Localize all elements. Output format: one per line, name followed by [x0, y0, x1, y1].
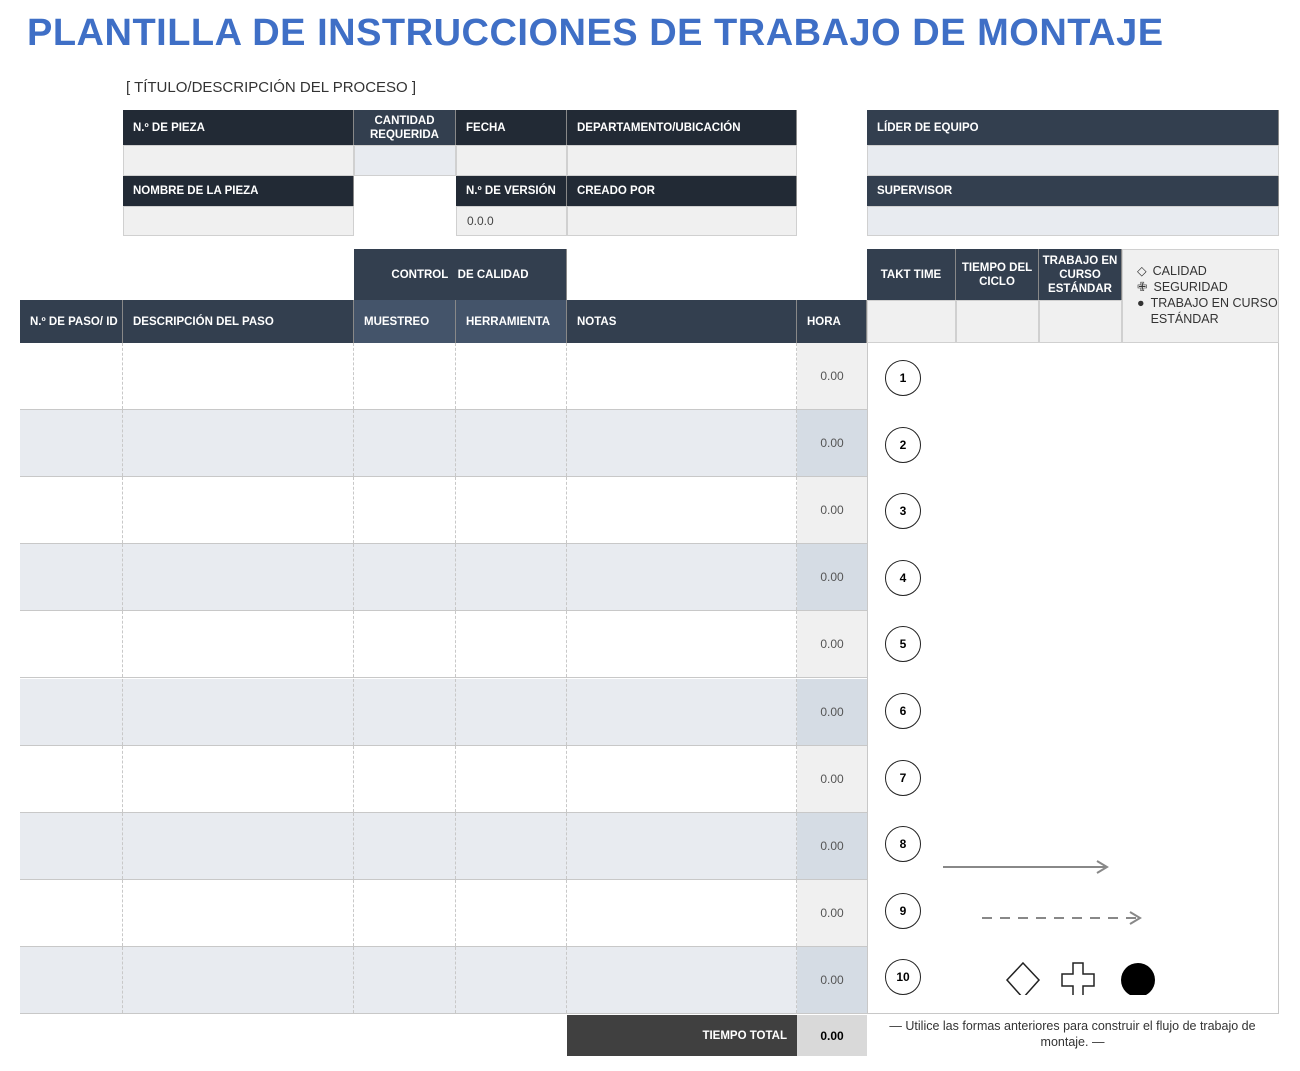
cross-icon: ✙: [1137, 280, 1148, 294]
date-header: FECHA: [456, 110, 567, 145]
dept-field[interactable]: [567, 145, 797, 176]
total-time-value: 0.00: [797, 1015, 867, 1056]
flow-note: — Utilice las formas anteriores para construir el flujo de trabajo de montaje. —: [889, 1019, 1256, 1049]
step-circle[interactable]: 5: [885, 626, 921, 662]
part-name-header: NOMBRE DE LA PIEZA: [123, 176, 354, 206]
tool-cell[interactable]: [456, 679, 567, 745]
created-by-header: CREADO POR: [567, 176, 797, 206]
tool-cell[interactable]: [456, 477, 567, 543]
table-row: [20, 410, 867, 477]
step-desc-cell[interactable]: [123, 746, 354, 812]
created-by-field[interactable]: [567, 206, 797, 236]
step-id-cell[interactable]: [20, 410, 123, 476]
step-desc-cell[interactable]: [123, 343, 354, 409]
sampling-cell[interactable]: [354, 410, 456, 476]
cycle-time-header: TIEMPO DEL CICLO: [956, 249, 1039, 300]
hour-header: HORA: [797, 300, 867, 343]
step-id-cell[interactable]: [20, 343, 123, 409]
hour-cell: 0.00: [797, 343, 867, 409]
tool-cell[interactable]: [456, 746, 567, 812]
step-id-header: N.º DE PASO/ ID: [20, 300, 123, 343]
table-row: [20, 813, 867, 880]
quality-control-header: CONTROL DE CALIDAD: [354, 249, 567, 300]
step-circle[interactable]: 2: [885, 427, 921, 463]
sampling-cell[interactable]: [354, 679, 456, 745]
step-id-cell[interactable]: [20, 746, 123, 812]
step-circle[interactable]: 8: [885, 826, 921, 862]
supervisor-field[interactable]: [867, 206, 1279, 236]
sampling-cell[interactable]: [354, 477, 456, 543]
table-row: [20, 880, 867, 947]
step-id-cell[interactable]: [20, 611, 123, 677]
dashed-arrow-icon: [982, 912, 1140, 924]
step-desc-cell[interactable]: [123, 477, 354, 543]
tool-cell[interactable]: [456, 880, 567, 946]
step-id-cell[interactable]: [20, 544, 123, 610]
step-desc-cell[interactable]: [123, 544, 354, 610]
notes-cell[interactable]: [567, 343, 797, 409]
step-circle[interactable]: 4: [885, 560, 921, 596]
page-title: PLANTILLA DE INSTRUCCIONES DE TRABAJO DE MONTAJE: [27, 12, 1164, 54]
takt-time-header: TAKT TIME: [867, 249, 956, 300]
step-desc-cell[interactable]: [123, 813, 354, 879]
sampling-cell[interactable]: [354, 880, 456, 946]
step-id-cell[interactable]: [20, 947, 123, 1013]
step-id-cell[interactable]: [20, 880, 123, 946]
circle-icon: [1121, 963, 1155, 995]
part-no-field[interactable]: [123, 145, 354, 176]
date-field[interactable]: [456, 145, 567, 176]
hour-cell: 0.00: [797, 880, 867, 946]
sampling-header: MUESTREO: [354, 300, 456, 343]
hour-cell: 0.00: [797, 679, 867, 745]
qty-field[interactable]: [354, 145, 456, 176]
legend-item: ✙ SEGURIDAD: [1137, 280, 1228, 294]
sampling-cell[interactable]: [354, 947, 456, 1013]
sampling-cell[interactable]: [354, 544, 456, 610]
sampling-cell[interactable]: [354, 343, 456, 409]
total-time-label: TIEMPO TOTAL: [567, 1015, 797, 1056]
hour-cell: 0.00: [797, 611, 867, 677]
part-no-header: N.º DE PIEZA: [123, 110, 354, 145]
legend: [1122, 249, 1279, 343]
notes-cell[interactable]: [567, 611, 797, 677]
sampling-cell[interactable]: [354, 813, 456, 879]
hour-cell: 0.00: [797, 544, 867, 610]
team-lead-field[interactable]: [867, 145, 1279, 176]
dept-header: DEPARTAMENTO/UBICACIÓN: [567, 110, 797, 145]
sampling-cell[interactable]: [354, 746, 456, 812]
circle-icon: ●: [1137, 296, 1145, 310]
notes-cell[interactable]: [567, 947, 797, 1013]
step-circle[interactable]: 10: [885, 959, 921, 995]
step-id-cell[interactable]: [20, 477, 123, 543]
wip-header: TRABAJO EN CURSO ESTÁNDAR: [1039, 249, 1122, 300]
tool-cell[interactable]: [456, 611, 567, 677]
step-desc-cell[interactable]: [123, 410, 354, 476]
takt-time-field[interactable]: [867, 300, 956, 343]
tool-cell[interactable]: [456, 544, 567, 610]
table-row: [20, 947, 867, 1014]
hour-cell: 0.00: [797, 477, 867, 543]
hour-cell: 0.00: [797, 746, 867, 812]
diamond-icon: ◇: [1137, 264, 1147, 278]
step-circle[interactable]: 7: [885, 760, 921, 796]
tool-header: HERRAMIENTA: [456, 300, 567, 343]
supervisor-header: SUPERVISOR: [867, 176, 1279, 206]
team-lead-header: LÍDER DE EQUIPO: [867, 110, 1279, 145]
table-row: [20, 611, 867, 678]
step-circle[interactable]: 1: [885, 360, 921, 396]
flow-shapes: [935, 855, 1155, 995]
step-desc-cell[interactable]: [123, 611, 354, 677]
notes-cell[interactable]: [567, 880, 797, 946]
tool-cell[interactable]: [456, 813, 567, 879]
hour-cell: 0.00: [797, 410, 867, 476]
qty-header: CANTIDAD REQUERIDA: [354, 110, 456, 145]
notes-cell[interactable]: [567, 544, 797, 610]
table-row: [20, 477, 867, 544]
table-row: [20, 544, 867, 611]
step-desc-header: DESCRIPCIÓN DEL PASO: [123, 300, 354, 343]
cycle-time-field[interactable]: [956, 300, 1039, 343]
part-name-field[interactable]: [123, 206, 354, 236]
table-row: [20, 679, 867, 746]
step-id-cell[interactable]: [20, 813, 123, 879]
notes-cell[interactable]: [567, 813, 797, 879]
notes-cell[interactable]: [567, 746, 797, 812]
legend-item: ◇ CALIDAD: [1137, 264, 1207, 278]
table-row: [20, 343, 867, 410]
step-desc-cell[interactable]: [123, 947, 354, 1013]
legend-item: ● TRABAJO EN CURSO ESTÁNDAR: [1137, 296, 1278, 326]
hour-cell: 0.00: [797, 947, 867, 1013]
notes-header: NOTAS: [567, 300, 797, 343]
version-header: N.º DE VERSIÓN: [456, 176, 567, 206]
hour-cell: 0.00: [797, 813, 867, 879]
diamond-icon: [1007, 963, 1039, 995]
wip-field[interactable]: [1039, 300, 1122, 343]
tool-cell[interactable]: [456, 410, 567, 476]
step-circle[interactable]: 9: [885, 893, 921, 929]
notes-cell[interactable]: [567, 477, 797, 543]
tool-cell[interactable]: [456, 343, 567, 409]
solid-arrow-icon: [943, 861, 1107, 873]
table-row: [20, 746, 867, 813]
step-desc-cell[interactable]: [123, 679, 354, 745]
step-id-cell[interactable]: [20, 679, 123, 745]
step-circle[interactable]: 3: [885, 493, 921, 529]
version-field[interactable]: 0.0.0: [456, 206, 567, 236]
cross-icon: [1062, 963, 1094, 995]
step-circle[interactable]: 6: [885, 693, 921, 729]
notes-cell[interactable]: [567, 679, 797, 745]
notes-cell[interactable]: [567, 410, 797, 476]
tool-cell[interactable]: [456, 947, 567, 1013]
process-title[interactable]: [ TÍTULO/DESCRIPCIÓN DEL PROCESO ]: [126, 79, 417, 96]
step-desc-cell[interactable]: [123, 880, 354, 946]
sampling-cell[interactable]: [354, 611, 456, 677]
